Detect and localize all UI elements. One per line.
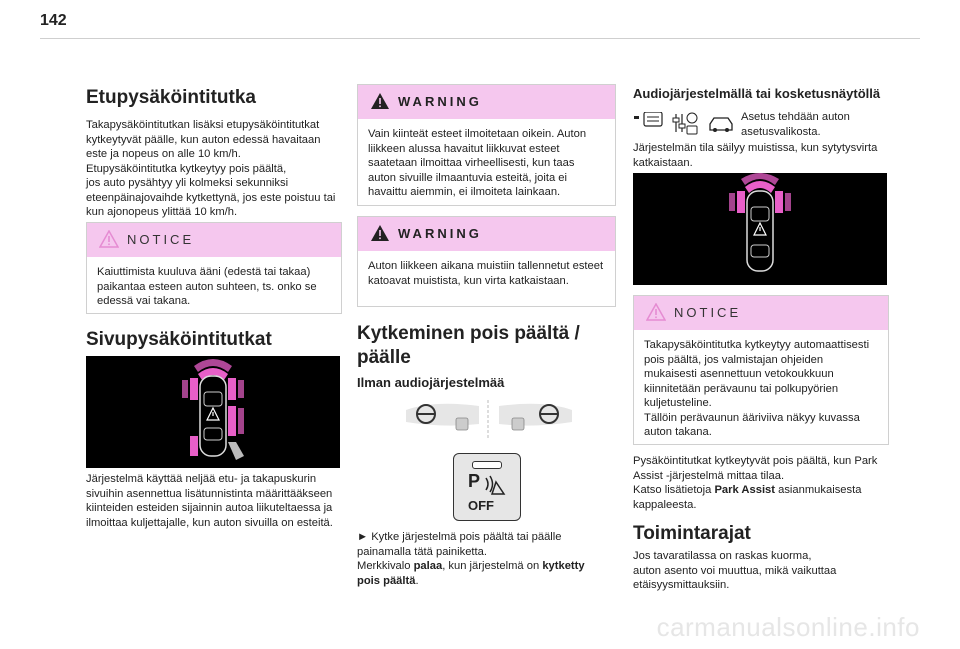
- paragraph-side-sensors: Järjestelmä käyttää neljää etu- ja takapuskurin sivuihin asennettua lisätunnistinta määrittääkseen kiinteiden esteiden sijainnin autoa liikuteltaessa ja ilmoittaa kuljettajalle, kun auton sivuilla on esteitä.: [86, 473, 333, 529]
- notice-box-front: [86, 222, 342, 314]
- warning-header-2: [358, 217, 615, 251]
- section-title-front-sensors: Etupysäköintitutka: [86, 87, 256, 108]
- menu-icons-row: [634, 112, 736, 136]
- sensor-waves-icon: [482, 474, 506, 496]
- step-arrow: ►: [357, 531, 369, 543]
- rear-sensors-illustration: [633, 173, 887, 285]
- warning-triangle-icon: [646, 303, 666, 321]
- section-title-limits: Toimintarajat: [633, 523, 751, 544]
- warning-box-1: [357, 84, 616, 206]
- subtitle-no-audio: Ilman audiojärjestelmää: [357, 375, 505, 390]
- warning-triangle-icon: [99, 230, 119, 248]
- notice-header: [634, 296, 888, 330]
- warning-header-1: [358, 85, 615, 119]
- button-letter: P: [468, 471, 481, 491]
- step-text: Kytke järjestelmä pois päältä tai päälle painamalla tätä painiketta.: [357, 531, 562, 558]
- warning-label-1: WARNING: [398, 94, 482, 109]
- header-rule: [40, 38, 920, 39]
- notice-label: NOTICE: [674, 305, 742, 320]
- indicator-light: [472, 461, 502, 469]
- limits-text: Jos tavaratilassa on raskas kuorma, auton asento voi muuttua, mikä vaikuttaa etäisyysmittauksiin.: [633, 550, 837, 591]
- park-assist-off-button[interactable]: [453, 453, 521, 521]
- page-number: 142: [40, 12, 67, 29]
- notice-text: Kaiuttimista kuuluva ääni (edestä tai takaa) paikantaa esteen auton suhteen, ts. onko se edessä vai takana.: [97, 266, 317, 307]
- warning-label-2: WARNING: [398, 226, 482, 241]
- section-title-side-sensors: Sivupysäköintitutkat: [86, 329, 272, 350]
- footer-watermark: carmanualsonline.info: [656, 612, 920, 642]
- button-off-label: OFF: [468, 498, 494, 513]
- notice-header: [87, 223, 341, 257]
- step-instruction: ► Kytke järjestelmä pois päältä tai päälle painamalla tätä painiketta. Merkkivalo palaa, kun järjestelmä on kytketty pois päältä.: [357, 531, 585, 587]
- setting-text: Asetus tehdään auton asetusvalikosta.: [741, 111, 850, 138]
- small-dot-icon: [634, 116, 639, 119]
- screen-icon: [644, 112, 662, 126]
- warning-box-2: [357, 216, 616, 307]
- notice-label: NOTICE: [127, 232, 195, 247]
- car-rear-sensors-graphic: [633, 173, 887, 285]
- car-side-sensors-graphic: [86, 356, 340, 468]
- notice-box-trailer: [633, 295, 889, 445]
- memory-text: Järjestelmän tila säilyy muistissa, kun sytytysvirta katkaistaan.: [633, 142, 878, 169]
- dashboard-location-graphic: [404, 396, 574, 442]
- subtitle-audio-system: Audiojärjestelmällä tai kosketusnäytöllä: [633, 86, 881, 101]
- side-sensors-illustration: [86, 356, 340, 468]
- warning-text-2: Auton liikkeen aikana muistiin tallennetut esteet katoavat muistista, kun virta katkaistaan.: [368, 260, 604, 287]
- warning-text-1: Vain kiinteät esteet ilmoitetaan oikein. Auton liikkeen alussa havaitut liikkuvat esteet saatetaan ilmoittaa virheellisesti, kun taas auton sivuille ilmaantuvia esteitä, joita ei havaittu aiemmin, ei ilmoiteta lainkaan.: [368, 128, 587, 198]
- section-title-toggle: Kytkeminen pois päältä / päälle: [357, 323, 580, 368]
- car-settings-icon: [710, 118, 732, 130]
- warning-triangle-icon: [370, 92, 390, 110]
- warning-triangle-icon: [370, 224, 390, 242]
- park-assist-text: Pysäköintitutkat kytkeytyvät pois päältä, kun Park Assist -järjestelmä mittaa tilaa. Katso lisätietoja Park Assist asianmukaisesta kappaleesta.: [633, 455, 878, 511]
- notice-text: Takapysäköintitutka kytkeytyy automaattisesti pois päältä, jos valmistajan ohjeiden mukaisesti asennettuun vetokoukkuun kiinnitetään perävaunu tai polkupyörien kuljetusteline. Tällöin perävaunun ääriviiva näkyy kuvassa auton takana.: [644, 339, 870, 438]
- paragraph-front-sensors: Takapysäköintitutkan lisäksi etupysäköintitutkat kytkeytyvät päälle, kun auton edessä havaitaan este ja nopeus on alle 10 km/h. Etupysäköintitutka kytkeytyy pois päältä, jos auto pysähtyy yli kolmeksi sekunniksi eteenpäinajovaihde kytkettynä, jos este poistuu tai kun ajonopeus ylittää 10 km/h.: [86, 119, 336, 218]
